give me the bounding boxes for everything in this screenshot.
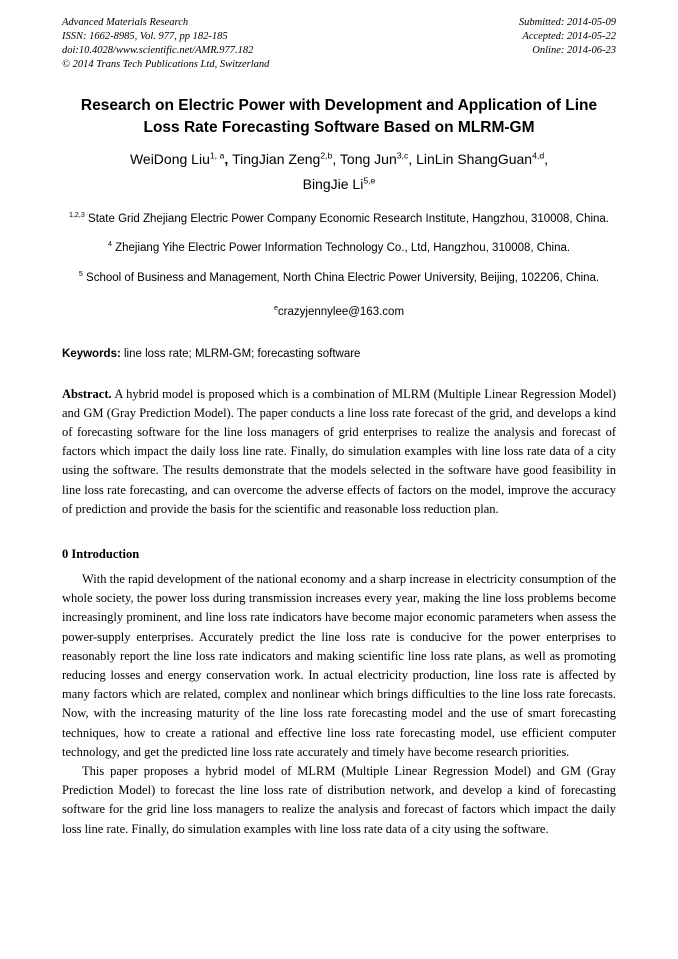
- affiliation-2: [62, 240, 616, 257]
- online-date: Online: 2014-06-23: [532, 44, 616, 56]
- affiliation-1: [62, 211, 616, 228]
- email-text: crazyjennylee@163.com: [277, 305, 405, 318]
- abstract-text: A hybrid model is proposed which is a combination of MLRM (Multiple Linear Regression Model) and GM (Gray Prediction Model). The paper conducts a line loss rate forecast of the grid, and develops a kind of forecasting software for the line loss managers of grid enterprises to realize the analysis and forecast of factors which impact the daily loss line rate. Finally, do simulation examples with line loss rate data of a city using the software. The results demonstrate that the models selected in the software have good feasibility in line loss rate forecasting, and can overcome the adverse effects of factors on the model, improve the accuracy of prediction and provide the basis for the scientific and reasonable loss reduction plan.: [62, 386, 616, 516]
- affiliation-3: [62, 270, 616, 287]
- author-separator: ,: [408, 151, 417, 168]
- affiliation-text: School of Business and Management, North China Electric Power University, Beijing, 102206, China.: [82, 271, 600, 284]
- affiliation-text: State Grid Zhejiang Electric Power Company Economic Research Institute, Hangzhou, 310008, China.: [84, 212, 610, 225]
- submission-info: [519, 16, 616, 71]
- journal-header: [62, 16, 616, 71]
- affiliation-sup: 4: [107, 240, 112, 249]
- affiliation-sup: 5: [78, 270, 83, 279]
- abstract-label: Abstract.: [62, 386, 112, 401]
- section-heading-introduction: 0 Introduction: [62, 547, 140, 561]
- accepted-date: Accepted: 2014-05-22: [522, 30, 616, 42]
- keywords-text: line loss rate; MLRM-GM; forecasting software: [120, 347, 361, 360]
- author-sup: 1, a: [209, 150, 225, 161]
- author-email: [62, 303, 616, 318]
- author-sup: 2,b: [320, 150, 333, 161]
- keywords-label: Keywords:: [62, 347, 121, 360]
- author: [416, 151, 548, 167]
- affiliation-sup: 1,2,3: [68, 210, 85, 219]
- email-sup: e: [273, 303, 278, 312]
- authors-row-1: [62, 147, 616, 172]
- author-sup: 3,c: [396, 150, 409, 161]
- intro-paragraph-1: With the rapid development of the national economy and a sharp increase in electricity consumption of the whole society, the power loss during transmission increases every year, making the line loss problems become increasingly prominent, and line loss rate indicators have become major economic parameters when assess the power-supply enterprises. Accurately predict the line loss rate is conducive for the power enterprises to reasonably report the line loss rate indicators and making scientific line loss rate plans, as well as promoting reducing losses and energy conservation work. In actual electricity production, line loss rate is affected by many factors which are related, complex and nonlinear which brings difficulties to the line loss rate forecasts. Now, with the increasing maturity of the line loss rate forecasting model and the use of smart forecasting techniques, how to create a rational and effective line loss rate forecasting model, use efficient computer technology, and get the predicted line loss rate accurately and timely have become research priorities.: [62, 572, 616, 759]
- author-sup: 5,e: [363, 175, 376, 186]
- author-sup: 4,d: [532, 150, 545, 161]
- journal-name: Advanced Materials Research: [62, 17, 189, 28]
- submitted-date: Submitted: 2014-05-09: [518, 17, 616, 28]
- author: [303, 176, 376, 192]
- intro-paragraph-2: This paper proposes a hybrid model of MLRM (Multiple Linear Regression Model) and GM (Gray Prediction Model) to forecast the line loss rate of distribution network, and develop a kind of forecasting software for the grid line loss managers to realize the analysis and forecast of factors which impact the daily loss line rate. Finally, do simulation examples with line loss rate data of a city using the software.: [62, 764, 616, 836]
- author-name: Tong Jun: [339, 151, 397, 168]
- author: [340, 151, 416, 167]
- authors-line: [62, 147, 616, 197]
- author-separator: ,: [544, 151, 549, 168]
- author-name: BingJie Li: [302, 176, 364, 193]
- author: [130, 151, 232, 167]
- author-separator: ,: [224, 151, 233, 168]
- paper-title: Research on Electric Power with Development and Application of Line Loss Rate Forecasting Software Based on MLRM-GM: [80, 97, 598, 136]
- abstract: [62, 385, 616, 519]
- author-separator: ,: [332, 151, 340, 168]
- authors-row-2: [62, 172, 616, 197]
- author-name: WeiDong Liu: [129, 151, 210, 168]
- journal-doi: doi:10.4028/www.scientific.net/AMR.977.182: [62, 44, 254, 56]
- author-name: TingJian Zeng: [232, 151, 321, 168]
- author-name: LinLin ShangGuan: [416, 151, 533, 168]
- journal-issn: ISSN: 1662-8985, Vol. 977, pp 182-185: [62, 30, 228, 42]
- affiliation-text: Zhejiang Yihe Electric Power Information Technology Co., Ltd, Hangzhou, 310008, China.: [111, 242, 571, 255]
- journal-copyright: © 2014 Trans Tech Publications Ltd, Switzerland: [62, 58, 270, 70]
- journal-info: [62, 16, 269, 71]
- author: [232, 151, 340, 167]
- keywords-line: [62, 348, 616, 360]
